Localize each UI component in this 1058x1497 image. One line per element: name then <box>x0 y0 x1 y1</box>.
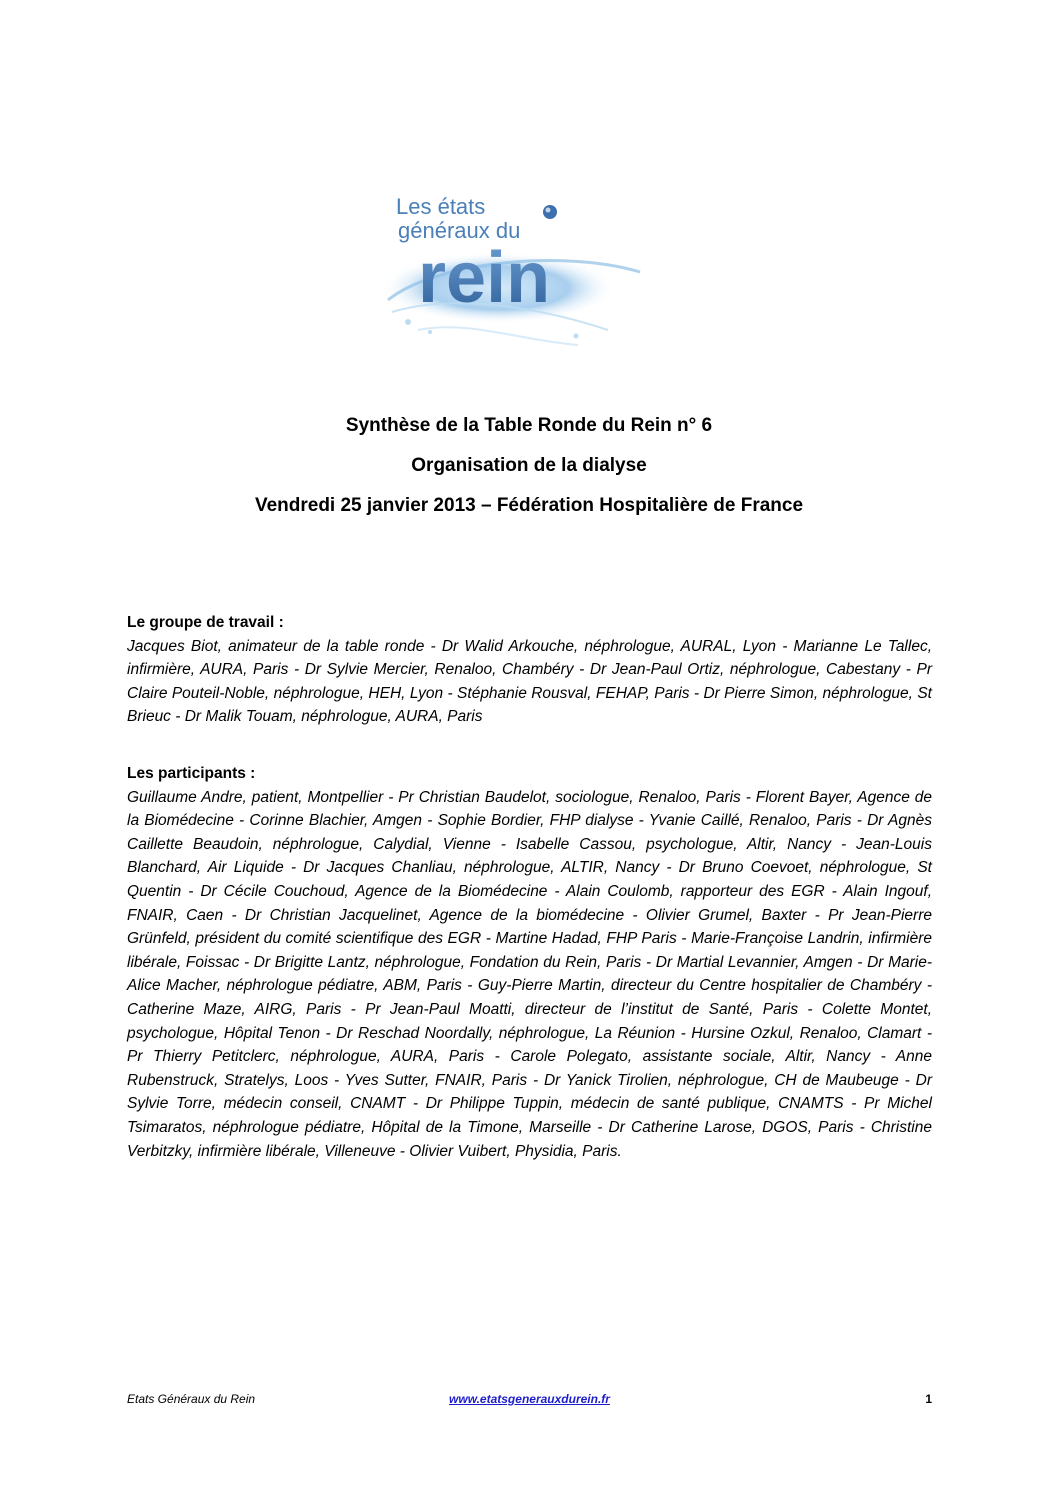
working-group-section <box>127 611 932 729</box>
page-number: 1 <box>925 1392 932 1406</box>
participants-section <box>127 762 932 1163</box>
working-group-text: Jacques Biot, animateur de la table ronde - Dr Walid Arkouche, néphrologue, AURAL, Lyon - Marianne Le Tallec, infirmière, AURA, Paris - Dr Sylvie Mercier, Renaloo, Chambéry - Dr Jean-Paul Ortiz, néphrologue, Cabestany - Pr Claire Pouteil-Noble, néphrologue, HEH, Lyon - Stéphanie Rousval, FEHAP, Paris - Dr Pierre Simon, néphrologue, St Brieuc - Dr Malik Touam, néphrologue, AURA, Paris <box>127 637 932 726</box>
logo-line2: généraux du <box>398 218 521 243</box>
page-footer <box>127 1392 932 1412</box>
footer-website-link[interactable]: www.etatsgenerauxdurein.fr <box>449 1392 610 1406</box>
working-group-heading: Le groupe de travail : <box>127 614 284 631</box>
participants-heading: Les participants : <box>127 765 256 782</box>
logo-line1: Les états <box>396 194 486 219</box>
footer-org-name: Etats Généraux du Rein <box>127 1392 256 1406</box>
document-header <box>0 406 1058 526</box>
participants-text: Guillaume Andre, patient, Montpellier - Pr Christian Baudelot, sociologue, Renaloo, Paris - Florent Bayer, Agence de la Biomédecine - Corinne Blachier, Amgen - Sophie Bordier, FHP dialyse - Yvanie Caillé, Renaloo, Paris - Dr Agnès Caillette Beaudoin, néphrologue, Calydial, Vienne - Isabelle Cassou, psychologue, Altir, Nancy - Jean-Louis Blanchard, Air Liquide - Dr Jacques Chanliau, néphrologue, ALTIR, Nancy - Dr Bruno Coevoet, néphrologue, St Quentin - Dr Cécile Couchoud, Agence de la Biomédecine - Alain Coulomb, rapporteur des EGR - Alain Ingouf, FNAIR, Caen - Dr Christian Jacquelinet, Agence de la biomédecine - Olivier Grumel, Baxter - Pr Jean-Pierre Grünfeld, président du comité scientifique des EGR - Martine Hadad, FHP Paris - Marie-Françoise Landrin, infirmière libérale, Foissac - Dr Brigitte Lantz, néphrologue, Fondation du Rein, Paris - Dr Martial Levannier, Amgen - Dr Marie-Alice Macher, néphrologue pédiatre, ABM, Paris - Guy-Pierre Martin, directeur du Centre hospitalier de Chambéry - Catherine Maze, AIRG, Paris - Pr Jean-Paul Moatti, directeur de l’institut de Santé, Paris - Colette Montet, psychologue, Hôpital Tenon - Dr Reschad Noordally, néphrologue, La Réunion - Hursine Ozkul, Renaloo, Clamart - Pr Thierry Petitclerc, néphrologue, AURA, Paris - Carole Polegato, assistante sociale, Altir, Nancy - Anne Rubenstruck, Stratelys, Loos - Yves Sutter, FNAIR, Paris - Dr Yanick Tirolien, néphrologue, CH de Maubeuge - Dr Sylvie Torre, médecin conseil, CNAMT - Dr Philippe Tuppin, médecin de santé publique, CNAMTS - Pr Michel Tsimaratos, néphrologue pédiatre, Hôpital de la Timone, Marseille - Dr Catherine Larose, DGOS, Paris - Christine Verbitzky, infirmière libérale, Villeneuve - Olivier Vuibert, Physidia, Paris. <box>127 788 932 1160</box>
document-title: Synthèse de la Table Ronde du Rein n° 6 <box>345 415 713 436</box>
water-drop <box>543 205 557 219</box>
document-date-line: Vendredi 25 janvier 2013 – Fédération Hospitalière de France <box>254 495 804 516</box>
logo-word: rein <box>418 238 551 318</box>
logo <box>378 180 646 350</box>
document-subtitle: Organisation de la dialyse <box>411 455 647 476</box>
logo-graphic <box>378 180 646 350</box>
